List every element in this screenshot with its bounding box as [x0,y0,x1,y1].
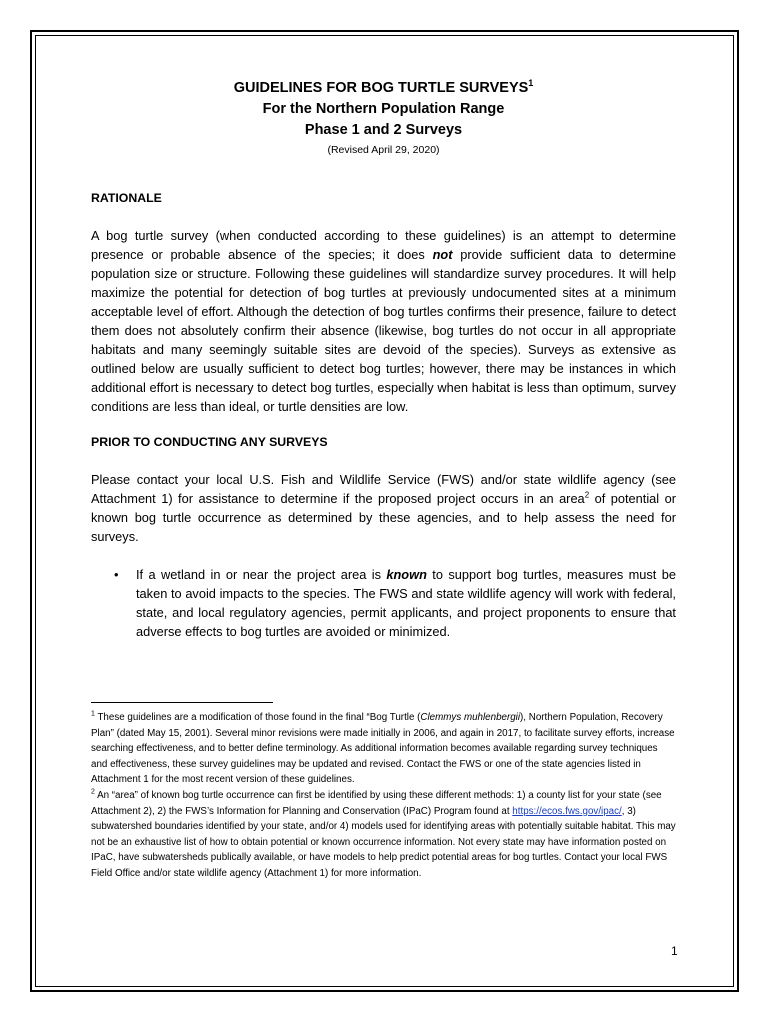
title-footnote-ref[interactable]: 1 [528,78,534,89]
bullet-text [136,565,676,641]
ipac-link[interactable]: https://ecos.fws.gov/ipac/ [512,805,622,817]
title-line-2: For the Northern Population Range [262,101,505,117]
footnote-2-number: 2 [91,788,95,796]
bullet-emphasis: known [386,567,427,582]
footnote-divider [91,702,273,703]
footnote-2-text-start: An “area” of known bog turtle occurrence can first be identified by using these different methods: 1) a county list for your state (see Attachment 2), 2) the FWS’s Information for Planning and Conservation (IPaC) Program found at [91,789,662,817]
bullet-text-end: to support bog turtles, measures must be taken to avoid impacts to the species. The FWS and state wildlife agency will work with federal, state, and local regulatory agencies, permit applicants, and project proponents to ensure that adverse effects to bog turtles are avoided or minimized. [136,567,676,639]
rationale-paragraph [91,226,676,416]
rationale-emphasis: not [432,247,453,262]
footnote-2 [91,788,676,882]
footnote-1-species: Clemmys muhlenbergii [420,712,521,723]
document-title [91,78,676,141]
title-text: GUIDELINES FOR BOG TURTLE SURVEYS [233,80,529,96]
rationale-text-start: A bog turtle survey (when conducted according to these guidelines) is an attempt to determine presence or probable absence of the species; it does [91,228,676,262]
bullet-item-known-wetland [114,565,676,641]
revision-date: (Revised April 29, 2020) [327,144,440,156]
footnote-1-number: 1 [91,710,95,718]
title-line-1 [91,78,676,99]
page-number: 1 [671,944,678,958]
footnote-1 [91,710,676,788]
bullet-text-start: If a wetland in or near the project area is [136,567,387,582]
prior-heading: PRIOR TO CONDUCTING ANY SURVEYS [91,435,328,449]
prior-paragraph [91,470,676,546]
rationale-text-end: provide sufficient data to determine population size or structure. Following these guidelines will standardize survey procedures. It will help maximize the potential for detection of bog turtles at previously undocumented sites at a minimum acceptable level of effort. Although the detection of bog turtles confirms their presence, failure to detect them does not absolutely confirm their absence (likewise, bog turtles do not occur in all appropriate habitats and many seemingly suitable sites are devoid of the species). Surveys as extensive as outlined below are usually sufficient to detect bog turtles; however, there may be instances in which additional effort is necessary to detect bog turtles, especially when habitat is less than optimum, survey conditions are less than ideal, or turtle densities are low. [91,247,676,414]
prior-text-start: Please contact your local U.S. Fish and Wildlife Service (FWS) and/or state wildlife agency (see Attachment 1) for assistance to determine if the proposed project occurs in an area [91,472,676,506]
footnote-1-text-end: ), Northern Population, Recovery Plan” (dated May 15, 2001). Several minor revisions were made initially in 2006, and again in 2017, to facilitate survey efforts, increase searching effectiveness, and to better define terminology. As additional information becomes available regarding survey techniques and effectiveness, these survey guidelines may be updated and revised. Contact the FWS or one of the state agencies listed in Attachment 1 for the most recent version of these guidelines. [91,712,675,786]
bullet-icon: • [114,567,119,582]
prior-text-end: of potential or known bog turtle occurrence as determined by these agencies, and to help assess the need for surveys. [91,491,676,544]
rationale-heading: RATIONALE [91,191,162,205]
document-body [91,78,676,882]
footnote-2-ref[interactable]: 2 [584,490,590,500]
title-line-3: Phase 1 and 2 Surveys [304,122,463,138]
footnote-1-text-start: These guidelines are a modification of those found in the final “Bog Turtle ( [94,712,421,723]
footnote-2-text-end: , 3) subwatershed boundaries identified by your state, and/or 4) models used for identifying areas with potentially suitable habitat. This may not be an exhaustive list of how to obtain potential or known occurrence information. Not every state may have information posted on IPaC, have subwatersheds publically available, or have models to help predict potential areas for bog turtles. Contact your local FWS Field Office and/or state wildlife agency (Attachment 1) for more information. [91,805,676,879]
